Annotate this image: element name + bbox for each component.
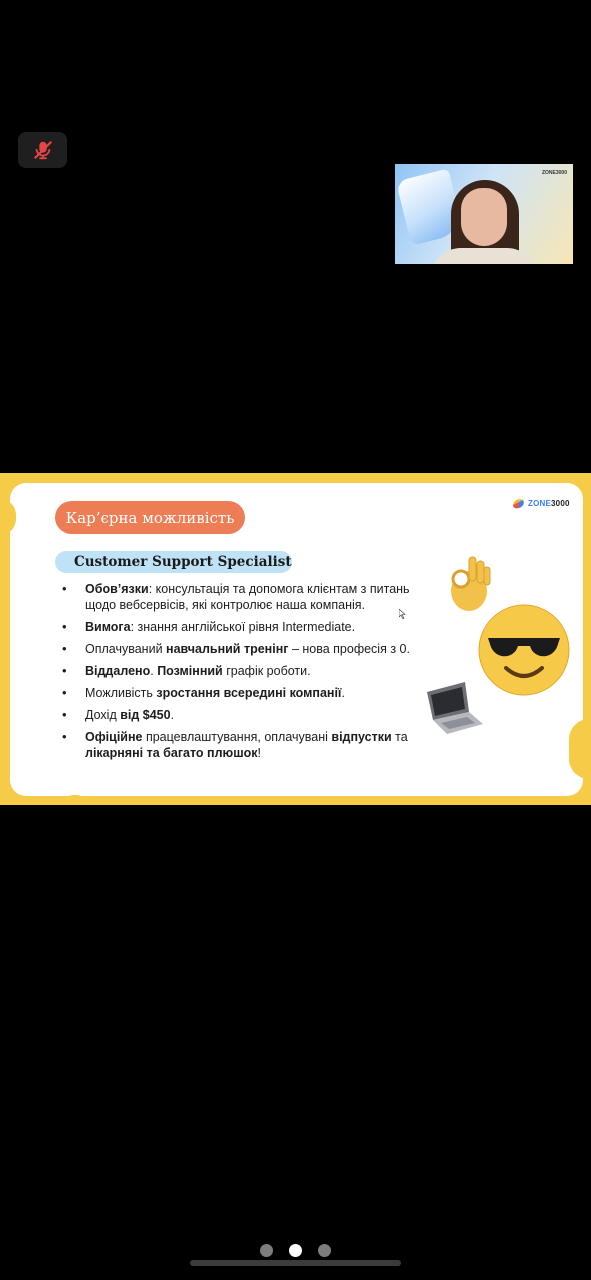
page-dot[interactable]: [318, 1244, 331, 1257]
camera-brand-logo: ZONE3000: [541, 170, 567, 176]
mute-button[interactable]: [18, 132, 67, 168]
mouse-cursor-icon: [399, 609, 407, 619]
list-item-text: : консультація та допомога клієнтам з питань щодо вебсервісів, які контролює наша компанія.: [85, 582, 410, 612]
list-item-bold-text: Позмінний: [157, 664, 223, 678]
list-item-bold-text: Обов’язки: [85, 582, 149, 596]
list-item-bold-text: лікарняні та багато плюшок: [85, 746, 258, 760]
list-item-bold-text: Вимога: [85, 620, 131, 634]
laptop-icon: [425, 678, 485, 738]
home-indicator[interactable]: [190, 1260, 401, 1266]
section-label: Кар’єрна можливість: [55, 501, 245, 534]
list-item: [60, 641, 425, 657]
list-item-text: .: [150, 664, 158, 678]
list-item: [60, 729, 425, 761]
list-item-bold-text: відпустки: [331, 730, 392, 744]
list-item-text: Дохід: [85, 708, 121, 722]
slide-decor-blob: [569, 719, 591, 779]
requirements-list: [60, 581, 425, 767]
slide-decor-blob: [60, 795, 90, 805]
list-item-text: Оплачуваний: [85, 642, 167, 656]
brand-prefix: ZONE: [528, 499, 552, 508]
list-item: [60, 619, 425, 635]
list-item: [60, 581, 425, 613]
list-item-text: графік роботи.: [222, 664, 311, 678]
list-item: [60, 685, 425, 701]
participant-body: [431, 248, 537, 264]
list-item-text: .: [341, 686, 345, 700]
list-item-bold-text: від $450: [120, 708, 171, 722]
list-item: [60, 707, 425, 723]
list-item: [60, 663, 425, 679]
list-item-bold-text: зростання всередині компанії: [156, 686, 342, 700]
list-item-text: Можливість: [85, 686, 157, 700]
brand-logo: [512, 498, 570, 509]
list-item-text: та: [391, 730, 408, 744]
role-title: Customer Support Specialist: [55, 551, 292, 573]
list-item-text: !: [257, 746, 262, 760]
list-item-text: .: [170, 708, 175, 722]
list-item-bold-text: навчальний тренінг: [166, 642, 289, 656]
page-dot-active[interactable]: [289, 1244, 302, 1257]
page-indicator: [260, 1244, 331, 1257]
mic-muted-icon: [32, 139, 54, 161]
list-item-bold-text: Офіційне: [85, 730, 143, 744]
sunglasses-smiley-icon: [478, 604, 570, 696]
zone-logo-icon: [512, 498, 525, 509]
participant-face: [461, 188, 507, 246]
list-item-text: : знання англійської рівня Intermediate.: [130, 620, 356, 634]
list-item-text: – нова професія з 0.: [288, 642, 410, 656]
brand-suffix: 3000: [551, 499, 570, 508]
participant-video-tile[interactable]: [395, 164, 573, 264]
list-item-text: працевлаштування, оплачувані: [142, 730, 332, 744]
list-item-bold-text: Віддалено: [85, 664, 151, 678]
page-dot[interactable]: [260, 1244, 273, 1257]
